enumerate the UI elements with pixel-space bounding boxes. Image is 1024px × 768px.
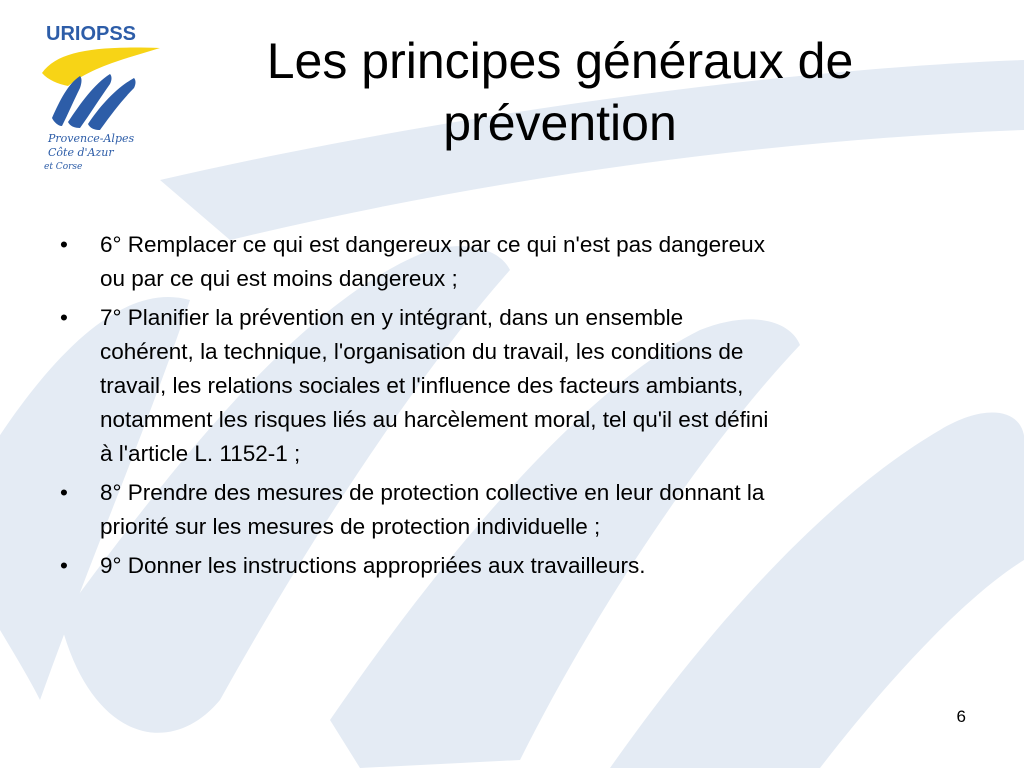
logo-yellow-swoosh [42, 48, 160, 86]
slide-title-line-1: Les principes généraux de [266, 33, 854, 89]
bullet-text-line: priorité sur les mesures de protection individuelle ; [100, 514, 601, 539]
bullet-text-line: cohérent, la technique, l'organisation du travail, les conditions de [100, 339, 744, 364]
bullet-item [60, 228, 960, 296]
bullet-marker: • [60, 305, 68, 330]
bullet-text-line: à l'article L. 1152-1 ; [100, 441, 301, 466]
bullet-text-line: notamment les risques liés au harcèlement moral, tel qu'il est défini [100, 407, 769, 432]
bullet-text-line: travail, les relations sociales et l'influence des facteurs ambiants, [100, 373, 744, 398]
bullet-marker: • [60, 480, 68, 505]
page-number: 6 [956, 707, 966, 726]
bullet-text-line: 7° Planifier la prévention en y intégrant, dans un ensemble [100, 305, 684, 330]
bullet-list [60, 228, 960, 588]
bullet-marker: • [60, 553, 68, 578]
slide-title-line-2: prévention [443, 95, 677, 151]
logo-wordmark: URIOPSS [46, 23, 137, 45]
logo-region-line-3: et Corse [44, 162, 83, 172]
bullet-item [60, 301, 960, 471]
bullet-text-line: ou par ce qui est moins dangereux ; [100, 266, 458, 291]
uriopss-logo [38, 18, 168, 178]
slide-title [160, 30, 960, 154]
bullet-marker: • [60, 232, 68, 257]
logo-region-text [44, 132, 134, 172]
bullet-text-line: 8° Prendre des mesures de protection collective en leur donnant la [100, 480, 765, 505]
logo-region-line-2: Côte d'Azur [48, 146, 114, 159]
bullet-item [60, 549, 960, 583]
bullet-item [60, 476, 960, 544]
logo-region-line-1: Provence-Alpes [48, 132, 135, 145]
bullet-text-line: 9° Donner les instructions appropriées aux travailleurs. [100, 553, 646, 578]
bullet-text-line: 6° Remplacer ce qui est dangereux par ce qui n'est pas dangereux [100, 232, 765, 257]
